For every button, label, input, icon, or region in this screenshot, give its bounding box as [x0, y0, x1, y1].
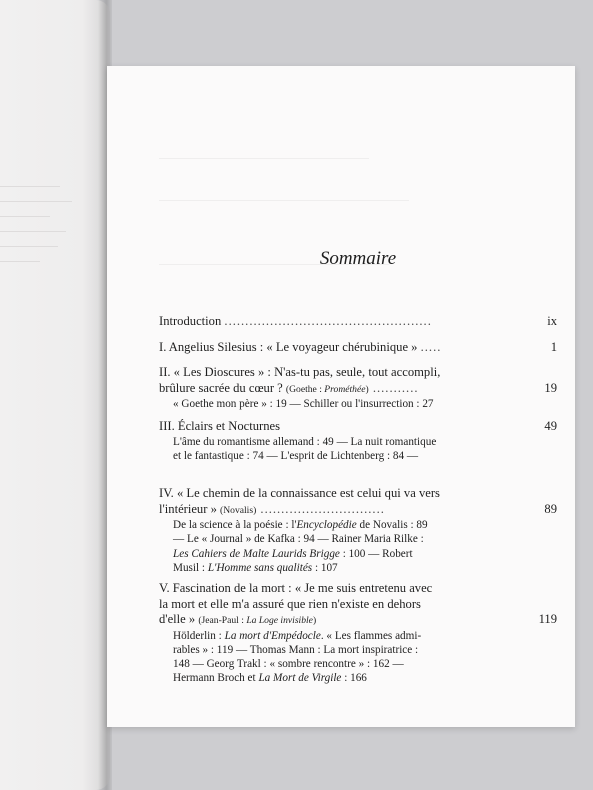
toc-entry-label: Introduction	[159, 314, 222, 328]
leader-dots: ..........................	[280, 419, 393, 433]
toc-page-number: 19	[544, 380, 557, 395]
toc-subentry: : 166	[341, 672, 367, 685]
toc-subentry: « Goethe mon père » : 19 — Schiller ou l'insurrection : 27	[173, 398, 434, 411]
leader-dots: ...........	[368, 380, 419, 395]
toc-page-number: 1	[550, 340, 557, 354]
toc-entry-note: )	[312, 615, 317, 627]
toc-entry-line: brûlure sacrée du cœur ?	[159, 380, 286, 395]
toc-subentry-italic: L'Homme sans qualités	[207, 561, 313, 574]
toc-entry-5	[159, 581, 557, 686]
toc-entry-4	[159, 486, 557, 575]
toc-subentry: L'âme du romantisme allemand : 49 — La nuit romantique	[173, 435, 437, 448]
toc-entry-label: I. Angelius Silesius : « Le voyageur chérubinique »	[159, 340, 421, 354]
toc-subentry-italic: La Mort de Virgile	[258, 672, 342, 685]
show-through-line	[159, 200, 409, 201]
leader-dots: ..................................................	[224, 314, 432, 328]
toc-subentry: . « Les flammes admi-	[320, 629, 422, 642]
leader-dots: ..............................	[256, 501, 385, 516]
left-page	[0, 0, 110, 790]
toc-entry-line: V. Fascination de la mort : « Je me suis entretenu avec	[159, 581, 433, 595]
toc-subentry: : 107	[312, 561, 338, 574]
toc-subentry: rables » : 119 — Thomas Mann : La mort inspiratrice :	[173, 643, 419, 656]
toc-entry-note: (Goethe :	[285, 383, 325, 395]
toc-subentry-italic: Les Cahiers de Malte Laurids Brigge	[173, 547, 340, 560]
toc-page-number: 89	[544, 501, 557, 516]
toc-entry-introduction	[159, 314, 557, 330]
toc-entry-note: (Novalis)	[220, 504, 257, 516]
leader-dots: .....	[420, 340, 442, 354]
toc-entry-line: la mort et elle m'a assuré que rien n'existe en dehors	[159, 596, 421, 611]
toc-entry-line: IV. « Le chemin de la connaissance est celui qui va vers	[159, 486, 440, 500]
toc-entry-note-italic: Prométhée	[324, 383, 366, 395]
toc-subentry: Hölderlin :	[173, 629, 225, 642]
page-title: Sommaire	[319, 248, 397, 269]
toc-subentry: Musil :	[173, 561, 208, 574]
toc-entry-note: (Jean-Paul :	[198, 615, 247, 627]
toc-entry-note-italic: La Loge invisible	[246, 615, 313, 627]
toc-subentry: de Novalis : 89	[356, 519, 428, 532]
toc-subentry: et le fantastique : 74 — L'esprit de Lichtenberg : 84 —	[173, 449, 419, 462]
toc-entry-line: III. Éclairs et Nocturnes	[159, 419, 280, 433]
toc-subentry: 148 — Georg Trakl : « sombre rencontre » : 162 —	[173, 658, 404, 671]
toc-subentry-italic: Encyclopédie	[296, 519, 357, 532]
toc-entry-line: II. « Les Dioscures » : N'as-tu pas, seule, tout accompli,	[159, 365, 441, 379]
toc-subentry: Hermann Broch et	[173, 672, 259, 685]
toc-entry-2	[159, 365, 557, 411]
toc-subentry: De la science à la poésie : l'	[173, 519, 297, 532]
toc-page-number: 119	[538, 612, 557, 627]
toc-subentry: : 100 — Robert	[339, 547, 413, 560]
toc-page-number: 49	[544, 419, 557, 433]
toc-entry-3	[159, 419, 557, 463]
left-page-show-through	[0, 186, 78, 276]
toc-entry-line: l'intérieur »	[159, 501, 221, 516]
show-through-line	[159, 158, 369, 159]
toc-entry-1	[159, 340, 557, 356]
toc-subentry: — Le « Journal » de Kafka : 94 — Rainer Maria Rilke :	[173, 533, 424, 546]
toc-page-number: ix	[547, 314, 557, 328]
toc-entry-note: )	[365, 383, 369, 395]
right-page	[107, 66, 575, 727]
toc-entry-line: d'elle »	[159, 612, 199, 627]
toc-subentry-italic: La mort d'Empédocle	[224, 629, 321, 642]
